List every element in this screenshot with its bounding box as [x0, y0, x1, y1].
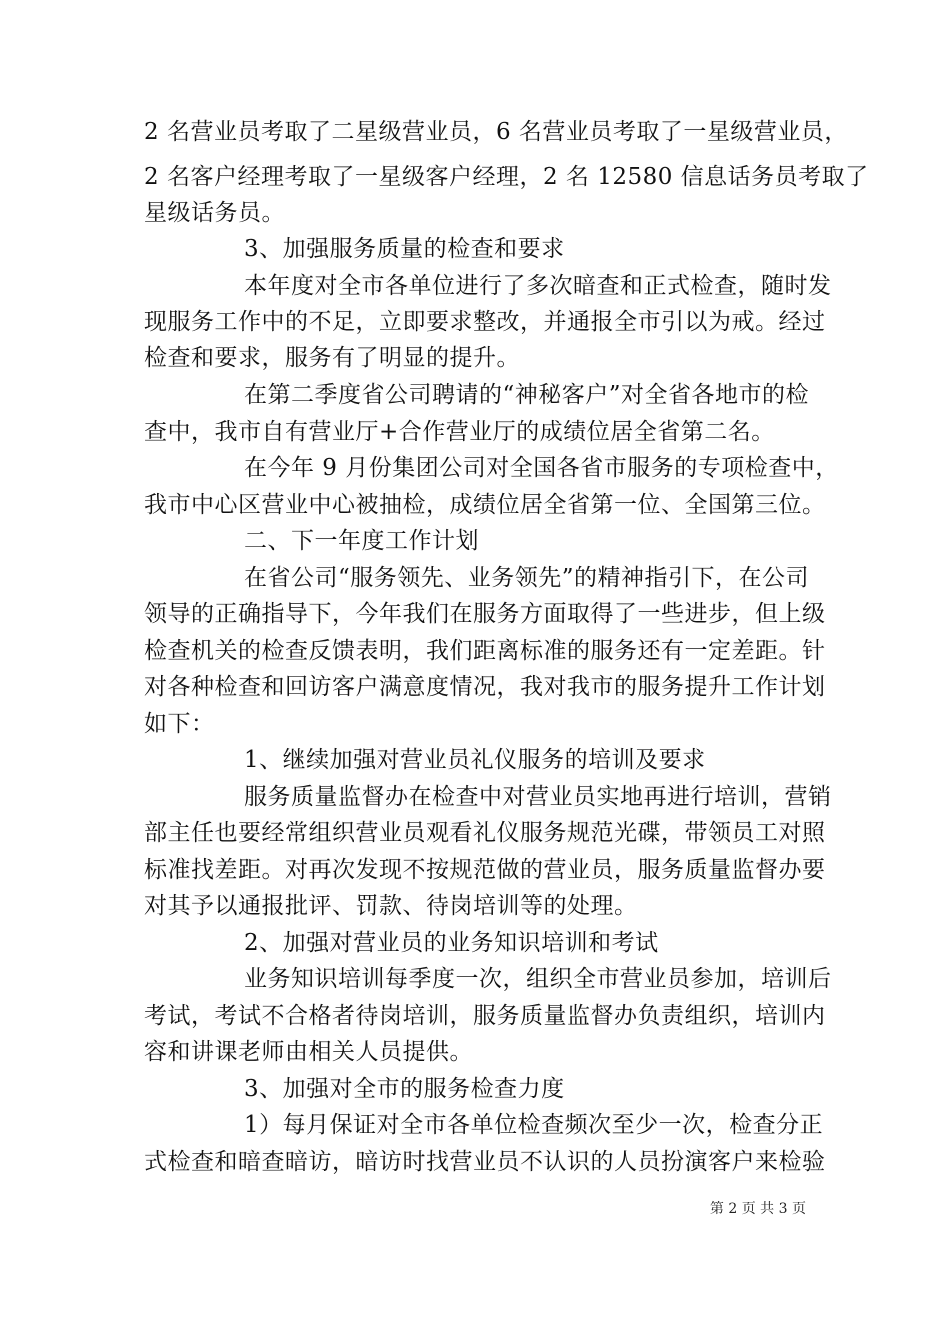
section-heading: 2、加强对营业员的业务知识培训和考试 — [244, 930, 659, 956]
body-line: 对各种检查和回访客户满意度情况，我对我市的服务提升工作计划 — [144, 674, 826, 700]
body-line: 对其予以通报批评、罚款、待岗培训等的处理。 — [144, 893, 638, 919]
body-line: 2 名客户经理考取了一星级客户经理，2 名 12580 信息话务员考取了 — [144, 164, 869, 190]
section-heading: 3、加强对全市的服务检查力度 — [244, 1076, 565, 1102]
body-line: 部主任也要经常组织营业员观看礼仪服务规范光碟，带领员工对照 — [144, 820, 826, 846]
body-line: 现服务工作中的不足，立即要求整改，并通报全市引以为戒。经过 — [144, 309, 826, 335]
section-heading: 1、继续加强对营业员礼仪服务的培训及要求 — [244, 747, 706, 773]
section-heading: 3、加强服务质量的检查和要求 — [244, 236, 565, 262]
body-line: 查中，我市自有营业厅+合作营业厅的成绩位居全省第二名。 — [144, 419, 775, 445]
body-line: 标准找差距。对再次发现不按规范做的营业员，服务质量监督办要 — [144, 857, 826, 883]
body-line: 考试，考试不合格者待岗培训，服务质量监督办负责组织，培训内 — [144, 1003, 826, 1029]
body-line: 检查机关的检查反馈表明，我们距离标准的服务还有一定差距。针 — [144, 638, 826, 664]
body-line: 服务质量监督办在检查中对营业员实地再进行培训，营销 — [244, 784, 832, 810]
body-line: 在第二季度省公司聘请的“神秘客户”对全省各地市的检 — [244, 382, 810, 408]
section-heading: 二、下一年度工作计划 — [244, 528, 479, 554]
body-line: 式检查和暗查暗访，暗访时找营业员不认识的人员扮演客户来检验 — [144, 1149, 826, 1175]
body-line: 我市中心区营业中心被抽检，成绩位居全省第一位、全国第三位。 — [144, 492, 826, 518]
body-line: 2 名营业员考取了二星级营业员，6 名营业员考取了一星级营业员， — [144, 119, 848, 145]
body-line: 在省公司“服务领先、业务领先”的精神指引下，在公司 — [244, 565, 810, 591]
body-line: 如下： — [144, 711, 215, 737]
body-line: 业务知识培训每季度一次，组织全市营业员参加，培训后 — [244, 966, 832, 992]
body-line: 星级话务员。 — [144, 200, 285, 226]
body-line: 本年度对全市各单位进行了多次暗查和正式检查，随时发 — [244, 273, 832, 299]
body-line: 1）每月保证对全市各单位检查频次至少一次，检查分正 — [244, 1112, 824, 1138]
body-line: 在今年 9 月份集团公司对全国各省市服务的专项检查中， — [244, 455, 839, 481]
body-line: 领导的正确指导下，今年我们在服务方面取得了一些进步，但上级 — [144, 601, 826, 627]
page-number-footer: 第 2 页 共 3 页 — [709, 1201, 806, 1217]
body-line: 检查和要求，服务有了明显的提升。 — [144, 345, 520, 371]
body-line: 容和讲课老师由相关人员提供。 — [144, 1039, 473, 1065]
